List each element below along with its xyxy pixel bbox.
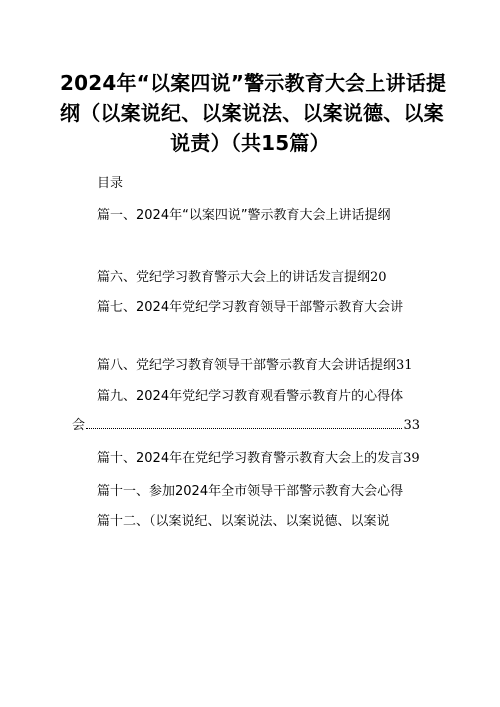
toc-item-12[interactable]: [97, 510, 390, 529]
toc-item-label: 篇一、2024年“以案四说”警示教育大会上讲话提纲: [97, 208, 391, 223]
toc-item-label: 篇七、2024年党纪学习教育领导干部警示教育大会讲: [97, 300, 404, 315]
toc-item-6[interactable]: [97, 266, 387, 285]
toc-item-label: 篇六、党纪学习教育警示大会上的讲话发言提纲: [97, 270, 371, 285]
dot-leader: [86, 417, 402, 429]
toc-heading: 目录: [97, 176, 124, 191]
title-line-2: 纲（以案说纪、以案说法、以案说德、以案: [60, 101, 444, 125]
toc-page-number: 20: [370, 270, 387, 285]
title-line-3: 说责）（共15篇）: [170, 131, 330, 155]
toc-item-9-continuation[interactable]: [72, 414, 420, 433]
toc-item-1[interactable]: [97, 204, 391, 223]
toc-item-9[interactable]: [97, 385, 403, 404]
toc-page-number: 31: [396, 358, 413, 373]
toc-item-label: 篇十、2024年在党纪学习教育警示教育大会上的发言: [97, 451, 404, 466]
title-line-1: 2024年“以案四说”警示教育大会上讲话提: [60, 71, 447, 95]
toc-item-label: 会: [72, 418, 86, 433]
toc-item-label: 篇十一、参加2024年全市领导干部警示教育大会心得: [97, 484, 404, 499]
toc-item-11[interactable]: [97, 480, 403, 499]
toc-item-10[interactable]: [97, 447, 420, 466]
toc-page-number: 39: [403, 451, 420, 466]
toc-item-label: 篇十二、（以案说纪、以案说法、以案说德、以案说: [97, 514, 390, 529]
toc-item-label: 篇九、2024年党纪学习教育观看警示教育片的心得体: [97, 389, 404, 404]
document-title: [60, 68, 447, 158]
toc-item-label: 篇八、党纪学习教育领导干部警示教育大会讲话提纲: [97, 358, 397, 373]
toc-item-8[interactable]: [97, 354, 413, 373]
toc-page-number: 33: [403, 418, 420, 433]
toc-item-7[interactable]: [97, 296, 403, 315]
